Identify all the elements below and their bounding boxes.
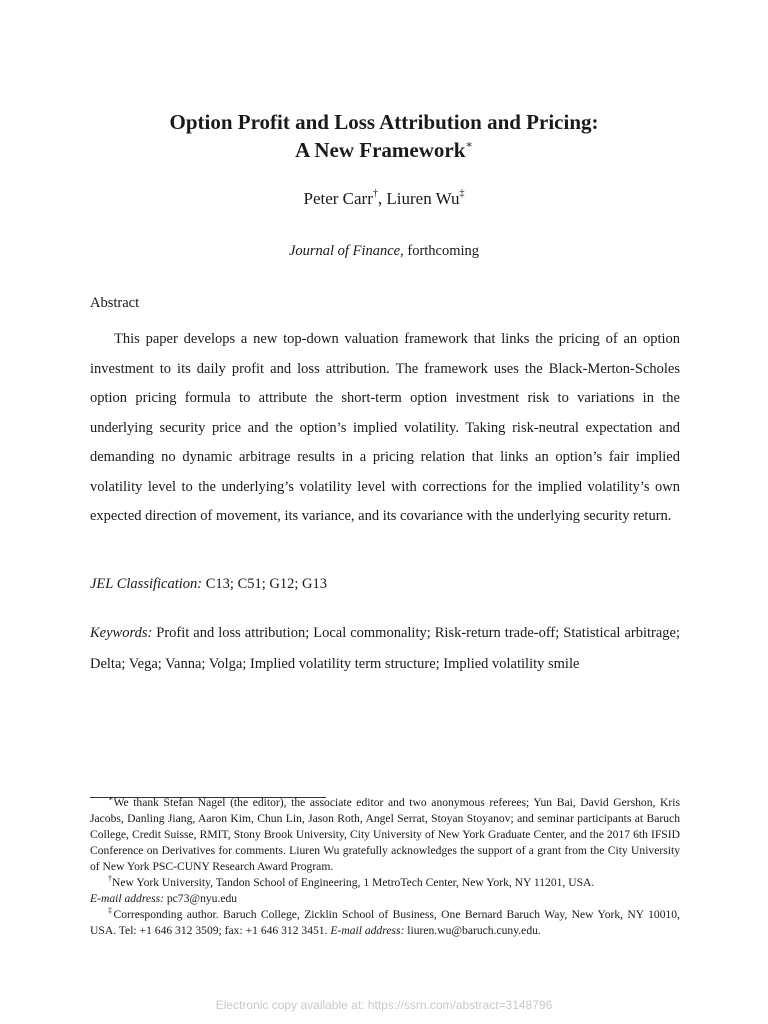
footnote-carr-affiliation [90,875,680,891]
footnote-mark: ‡ [108,906,114,915]
abstract-heading: Abstract [90,295,140,311]
keywords-label: Keywords: [90,625,153,641]
author-name: Liuren Wu [386,189,460,208]
email-label: E-mail address: [330,924,405,937]
email-label: E-mail address: [90,892,164,905]
title-line-2 [0,136,768,164]
footnote-text: We thank Stefan Nagel (the editor), the associate editor and two anonymous referees; Yun Bai, David Gershon, Kris Jacobs, Danling Jiang, Aaron Kim, Chun Lin, Jason Roth, Angel Serrat, Stoyan Stoyanov; and seminar participants at Baruch College, Credit Suisse, RMIT, Stony Brook University, City University of New York Graduate Center, and the 2017 6th IFSID Conference on Derivatives for comments. Liuren Wu gratefully acknowledges the support of a grant from the City University of New York PSC-CUNY Research Award Program. [90,796,680,873]
paper-title [0,108,768,164]
journal-status: , forthcoming [400,243,480,259]
title-line-2-text: A New Framework [295,138,466,162]
author-list [0,189,768,209]
footnote-text: New York University, Tandon School of Engineering, 1 MetroTech Center, New York, NY 11201, USA. [112,876,595,889]
author-separator: , [377,189,387,208]
email-address: liuren.wu@baruch.cuny.edu. [404,924,541,937]
author-name: Peter Carr [303,189,373,208]
footnote-mark: † [108,874,112,883]
title-footnote-mark: ∗ [465,139,473,151]
footnote-acknowledgements [90,795,680,875]
jel-codes: C13; C51; G12; G13 [202,576,327,592]
footnote-carr-email [90,891,680,907]
keywords-text: Profit and loss attribution; Local commonality; Risk-return trade-off; Statistical arbitrage; Delta; Vega; Vanna; Volga; Implied volatility term structure; Implied volatility smile [90,625,680,672]
author-footnote-mark: † [372,188,378,199]
jel-label: JEL Classification: [90,576,203,592]
journal-name: Journal of Finance [288,243,401,259]
ssrn-watermark: Electronic copy available at: https://ssrn.com/abstract=3148796 [215,998,553,1012]
title-line-1: Option Profit and Loss Attribution and Pricing: [169,110,599,134]
keywords [90,618,680,680]
footnotes [90,795,680,939]
footnote-text: Corresponding author. Baruch College, Zicklin School of Business, One Bernard Baruch Way, New York, NY 10010, USA. Tel: +1 646 312 3509; fax: +1 646 312 3451. [90,908,681,937]
footnote-mark: ∗ [108,794,114,803]
author-footnote-mark: ‡ [459,188,465,199]
email-address: pc73@nyu.edu [163,892,238,905]
footnote-wu-affiliation [90,907,680,939]
abstract-text: This paper develops a new top-down valuation framework that links the pricing of an option investment to its daily profit and loss attribution. The framework uses the Black-Merton-Scholes option pricing formula to attribute the short-term option investment risk to variations in the underlying security price and the option’s implied volatility. Taking risk-neutral expectation and demanding no dynamic arbitrage results in a pricing relation that links an option’s fair implied volatility level to the underlying’s volatility level with corrections for the implied volatility’s own expected direction of movement, its variance, and its covariance with the underlying security return. [90,331,680,524]
journal-line [0,243,768,260]
jel-classification [90,576,327,593]
